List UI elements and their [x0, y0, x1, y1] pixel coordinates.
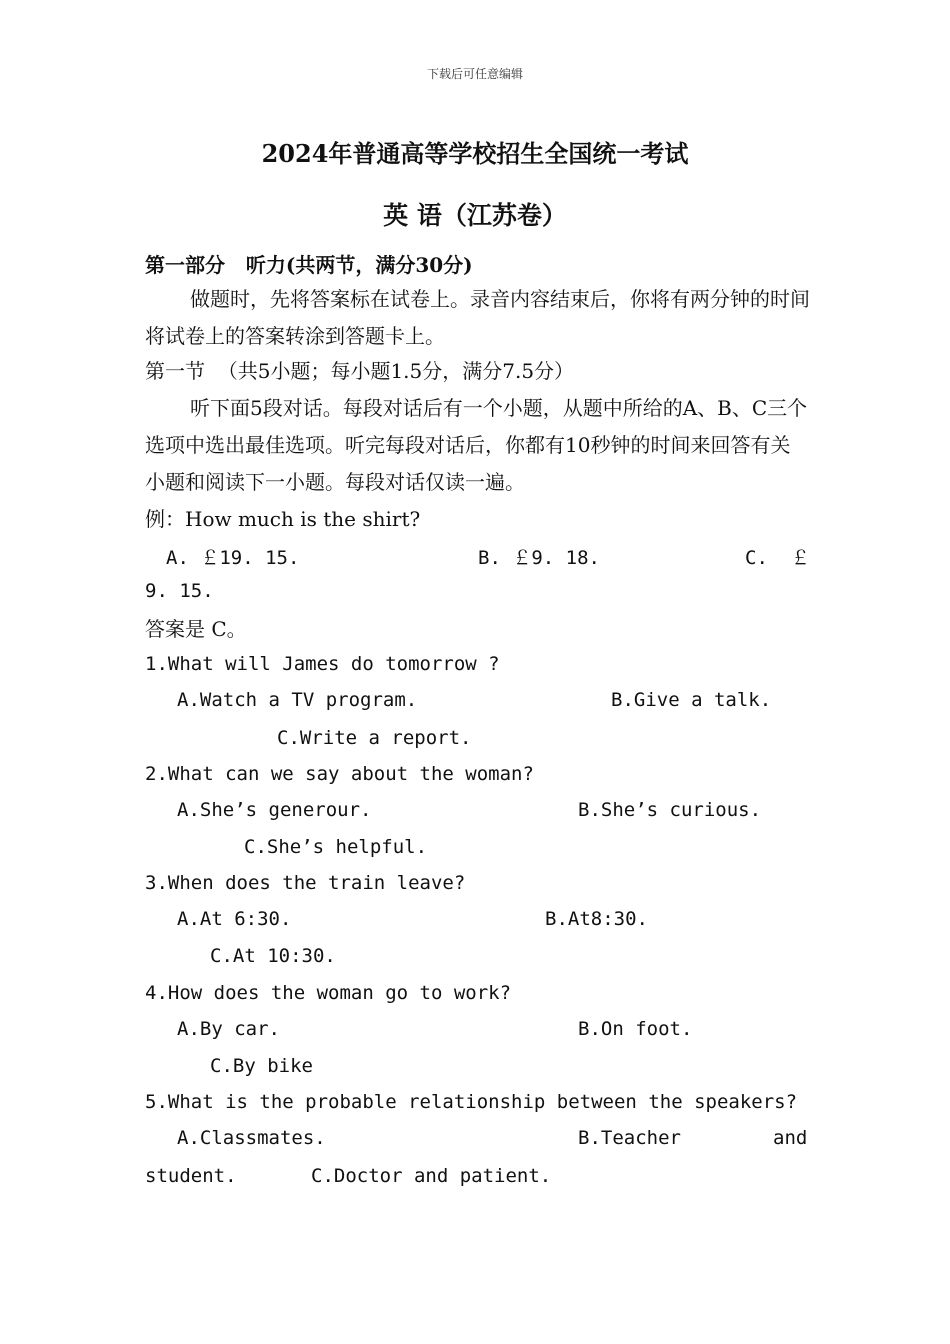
question-1: 1.What will James do tomorrow ? [145, 653, 500, 675]
q2-option-a: A.She’s generour. [177, 799, 372, 821]
q5-option-b-tail: and [773, 1127, 808, 1149]
q3-option-b: B.At8:30. [545, 908, 648, 930]
q5-option-b: B.Teacher [578, 1127, 681, 1149]
q4-option-b: B.On foot. [578, 1018, 693, 1040]
q1-option-c: C.Write a report. [277, 727, 472, 749]
example-question [145, 504, 420, 534]
q2-option-b: B.She’s curious. [578, 799, 762, 821]
q3-option-c: C.At 10:30. [210, 945, 336, 967]
header-note: 下载后可任意编辑 [426, 67, 523, 81]
example-option-c: C. ￡ [745, 547, 810, 569]
q1-option-a: A.Watch a TV program. [177, 689, 418, 711]
q5-option-b-continued: student. [145, 1165, 237, 1187]
question-3: 3.When does the train leave? [145, 872, 466, 894]
q2-option-c: C.She’s helpful. [244, 836, 428, 858]
example-option-a: A. ￡19. 15. [166, 547, 300, 569]
example-option-b: B. ￡9. 18. [478, 547, 600, 569]
q5-option-c: C.Doctor and patient. [311, 1165, 552, 1187]
question-4: 4.How does the woman go to work? [145, 982, 512, 1004]
exam-title: 2024年普通高等学校招生全国统一考试 [261, 139, 689, 168]
instructions-paragraph-2: 听下面5段对话。每段对话后有一个小题，从题中所给的A、B、C三个选项中选出最佳选项。听完每段对话后，你都有10秒钟的时间来回答有关小题和阅读下一小题。每段对话仅读一遍。 [145, 396, 808, 494]
example-option-c-value: 9. 15. [145, 580, 214, 602]
q5-option-a: A.Classmates. [177, 1127, 326, 1149]
q4-option-a: A.By car. [177, 1018, 280, 1040]
q3-option-a: A.At 6:30. [177, 908, 292, 930]
example-question-text: 例：How much is the shirt? [145, 507, 421, 531]
question-5: 5.What is the probable relationship between the speakers? [145, 1091, 798, 1113]
section-heading: 第一节 （共5小题；每小题1.5分，满分7.5分） [145, 359, 575, 383]
example-answer: 答案是 C。 [145, 617, 247, 641]
exam-subtitle: 英 语（江苏卷） [383, 201, 567, 230]
q4-option-c: C.By bike [210, 1055, 313, 1077]
question-2: 2.What can we say about the woman? [145, 763, 534, 785]
instructions-paragraph-1: 做题时，先将答案标在试卷上。录音内容结束后，你将有两分钟的时间将试卷上的答案转涂到答题卡上。 [145, 287, 810, 348]
part-heading: 第一部分 听力(共两节，满分30分) [145, 253, 473, 277]
q1-option-b: B.Give a talk. [611, 689, 772, 711]
